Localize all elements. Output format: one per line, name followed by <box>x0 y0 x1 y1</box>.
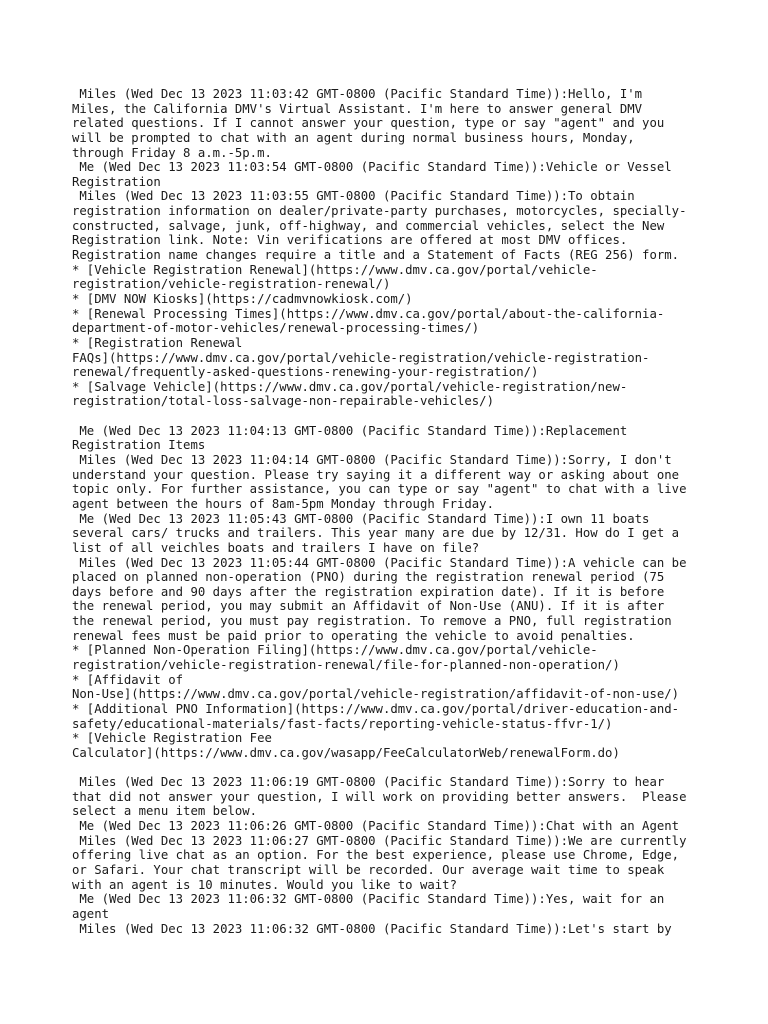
transcript-line: agent <box>72 906 110 921</box>
transcript-line: department-of-motor-vehicles/renewal-processing-times/) <box>72 321 480 336</box>
transcript-line: with an agent is 10 minutes. Would you like to wait? <box>72 877 457 892</box>
transcript-line: * [Registration Renewal <box>72 335 243 350</box>
transcript-line: Miles (Wed Dec 13 2023 11:06:32 GMT-0800 (Pacific Standard Time)):Let's start by <box>72 921 672 936</box>
transcript-line: Registration name changes require a title and a Statement of Facts (REG 256) form. <box>72 248 680 263</box>
transcript-line: Non-Use](https://www.dmv.ca.gov/portal/vehicle-registration/affidavit-of-non-use/) <box>72 687 680 702</box>
transcript-blank-line <box>72 409 712 424</box>
transcript-line: registration/total-loss-salvage-non-repairable-vehicles/) <box>72 394 494 409</box>
transcript-line: will be prompted to chat with an agent during normal business hours, Monday, <box>72 130 635 145</box>
transcript-line: Miles (Wed Dec 13 2023 11:04:14 GMT-0800 (Pacific Standard Time)):Sorry, I don't <box>72 453 672 468</box>
transcript-line: * [Salvage Vehicle](https://www.dmv.ca.gov/portal/vehicle-registration/new- <box>72 379 628 394</box>
transcript-line: Miles (Wed Dec 13 2023 11:06:19 GMT-0800 (Pacific Standard Time)):Sorry to hear <box>72 775 665 790</box>
transcript-line: constructed, salvage, junk, off-highway, and commercial vehicles, select the New <box>72 218 665 233</box>
transcript-line: that did not answer your question, I will work on providing better answers. Please <box>72 789 687 804</box>
transcript-line: through Friday 8 a.m.-5p.m. <box>72 145 272 160</box>
transcript-line: * [Vehicle Registration Fee <box>72 731 272 746</box>
transcript-line: registration information on dealer/private-party purchases, motorcycles, specially- <box>72 204 687 219</box>
transcript-line: several cars/ trucks and trailers. This year many are due by 12/31. How do I get a <box>72 526 680 541</box>
transcript-line: Miles (Wed Dec 13 2023 11:03:42 GMT-0800 (Pacific Standard Time)):Hello, I'm <box>72 87 643 101</box>
chat-transcript <box>72 87 712 936</box>
transcript-line: Registration <box>72 174 161 189</box>
transcript-line: placed on planned non-operation (PNO) during the registration renewal period (75 <box>72 570 665 585</box>
transcript-line: Registration link. Note: Vin verifications are offered at most DMV offices. <box>72 233 628 248</box>
transcript-line: * [Renewal Processing Times](https://www.dmv.ca.gov/portal/about-the-california- <box>72 306 665 321</box>
transcript-line: understand your question. Please try saying it a different way or asking about one <box>72 467 680 482</box>
transcript-line: Miles, the California DMV's Virtual Assistant. I'm here to answer general DMV <box>72 101 643 116</box>
transcript-line: days before and 90 days after the registration expiration date). If it is before <box>72 584 665 599</box>
transcript-blank-line <box>72 760 712 775</box>
transcript-line: registration/vehicle-registration-renewal/file-for-planned-non-operation/) <box>72 657 620 672</box>
transcript-line: Miles (Wed Dec 13 2023 11:03:55 GMT-0800 (Pacific Standard Time)):To obtain <box>72 189 635 204</box>
transcript-line: the renewal period, you may submit an Affidavit of Non-Use (ANU). If it is after <box>72 599 665 614</box>
transcript-line: offering live chat as an option. For the best experience, please use Chrome, Edge, <box>72 848 680 863</box>
transcript-line: registration/vehicle-registration-renewal/) <box>72 277 391 292</box>
transcript-line: Miles (Wed Dec 13 2023 11:05:44 GMT-0800 (Pacific Standard Time)):A vehicle can be <box>72 555 687 570</box>
transcript-line: Me (Wed Dec 13 2023 11:06:32 GMT-0800 (Pacific Standard Time)):Yes, wait for an <box>72 892 665 907</box>
transcript-line: Registration Items <box>72 438 206 453</box>
transcript-line: Miles (Wed Dec 13 2023 11:06:27 GMT-0800 (Pacific Standard Time)):We are currently <box>72 833 687 848</box>
transcript-line: topic only. For further assistance, you can type or say "agent" to chat with a live <box>72 482 687 497</box>
transcript-line: select a menu item below. <box>72 804 258 819</box>
transcript-line: * [DMV NOW Kiosks](https://cadmvnowkiosk.com/) <box>72 291 413 306</box>
transcript-line: agent between the hours of 8am-5pm Monday through Friday. <box>72 496 494 511</box>
transcript-line: list of all veichles boats and trailers I have on file? <box>72 540 480 555</box>
transcript-line: Calculator](https://www.dmv.ca.gov/wasapp/FeeCalculatorWeb/renewalForm.do) <box>72 745 620 760</box>
transcript-line: safety/educational-materials/fast-facts/reporting-vehicle-status-ffvr-1/) <box>72 716 613 731</box>
transcript-line: the renewal period, you must pay registration. To remove a PNO, full registration <box>72 614 672 629</box>
transcript-line: Me (Wed Dec 13 2023 11:05:43 GMT-0800 (Pacific Standard Time)):I own 11 boats <box>72 511 650 526</box>
transcript-line: * [Additional PNO Information](https://www.dmv.ca.gov/portal/driver-education-and- <box>72 701 680 716</box>
transcript-line: FAQs](https://www.dmv.ca.gov/portal/vehicle-registration/vehicle-registration- <box>72 350 650 365</box>
transcript-line: renewal/frequently-asked-questions-renewing-your-registration/) <box>72 365 539 380</box>
transcript-line: or Safari. Your chat transcript will be recorded. Our average wait time to speak <box>72 862 665 877</box>
transcript-line: Me (Wed Dec 13 2023 11:04:13 GMT-0800 (Pacific Standard Time)):Replacement <box>72 423 628 438</box>
transcript-line: * [Vehicle Registration Renewal](https://www.dmv.ca.gov/portal/vehicle- <box>72 262 598 277</box>
transcript-line: * [Planned Non-Operation Filing](https://www.dmv.ca.gov/portal/vehicle- <box>72 643 598 658</box>
transcript-line: * [Affidavit of <box>72 672 184 687</box>
transcript-line: Me (Wed Dec 13 2023 11:03:54 GMT-0800 (Pacific Standard Time)):Vehicle or Vessel <box>72 160 672 175</box>
transcript-line: Me (Wed Dec 13 2023 11:06:26 GMT-0800 (Pacific Standard Time)):Chat with an Agent <box>72 819 680 834</box>
transcript-line: renewal fees must be paid prior to operating the vehicle to avoid penalties. <box>72 628 635 643</box>
transcript-line: related questions. If I cannot answer your question, type or say "agent" and you <box>72 116 665 131</box>
